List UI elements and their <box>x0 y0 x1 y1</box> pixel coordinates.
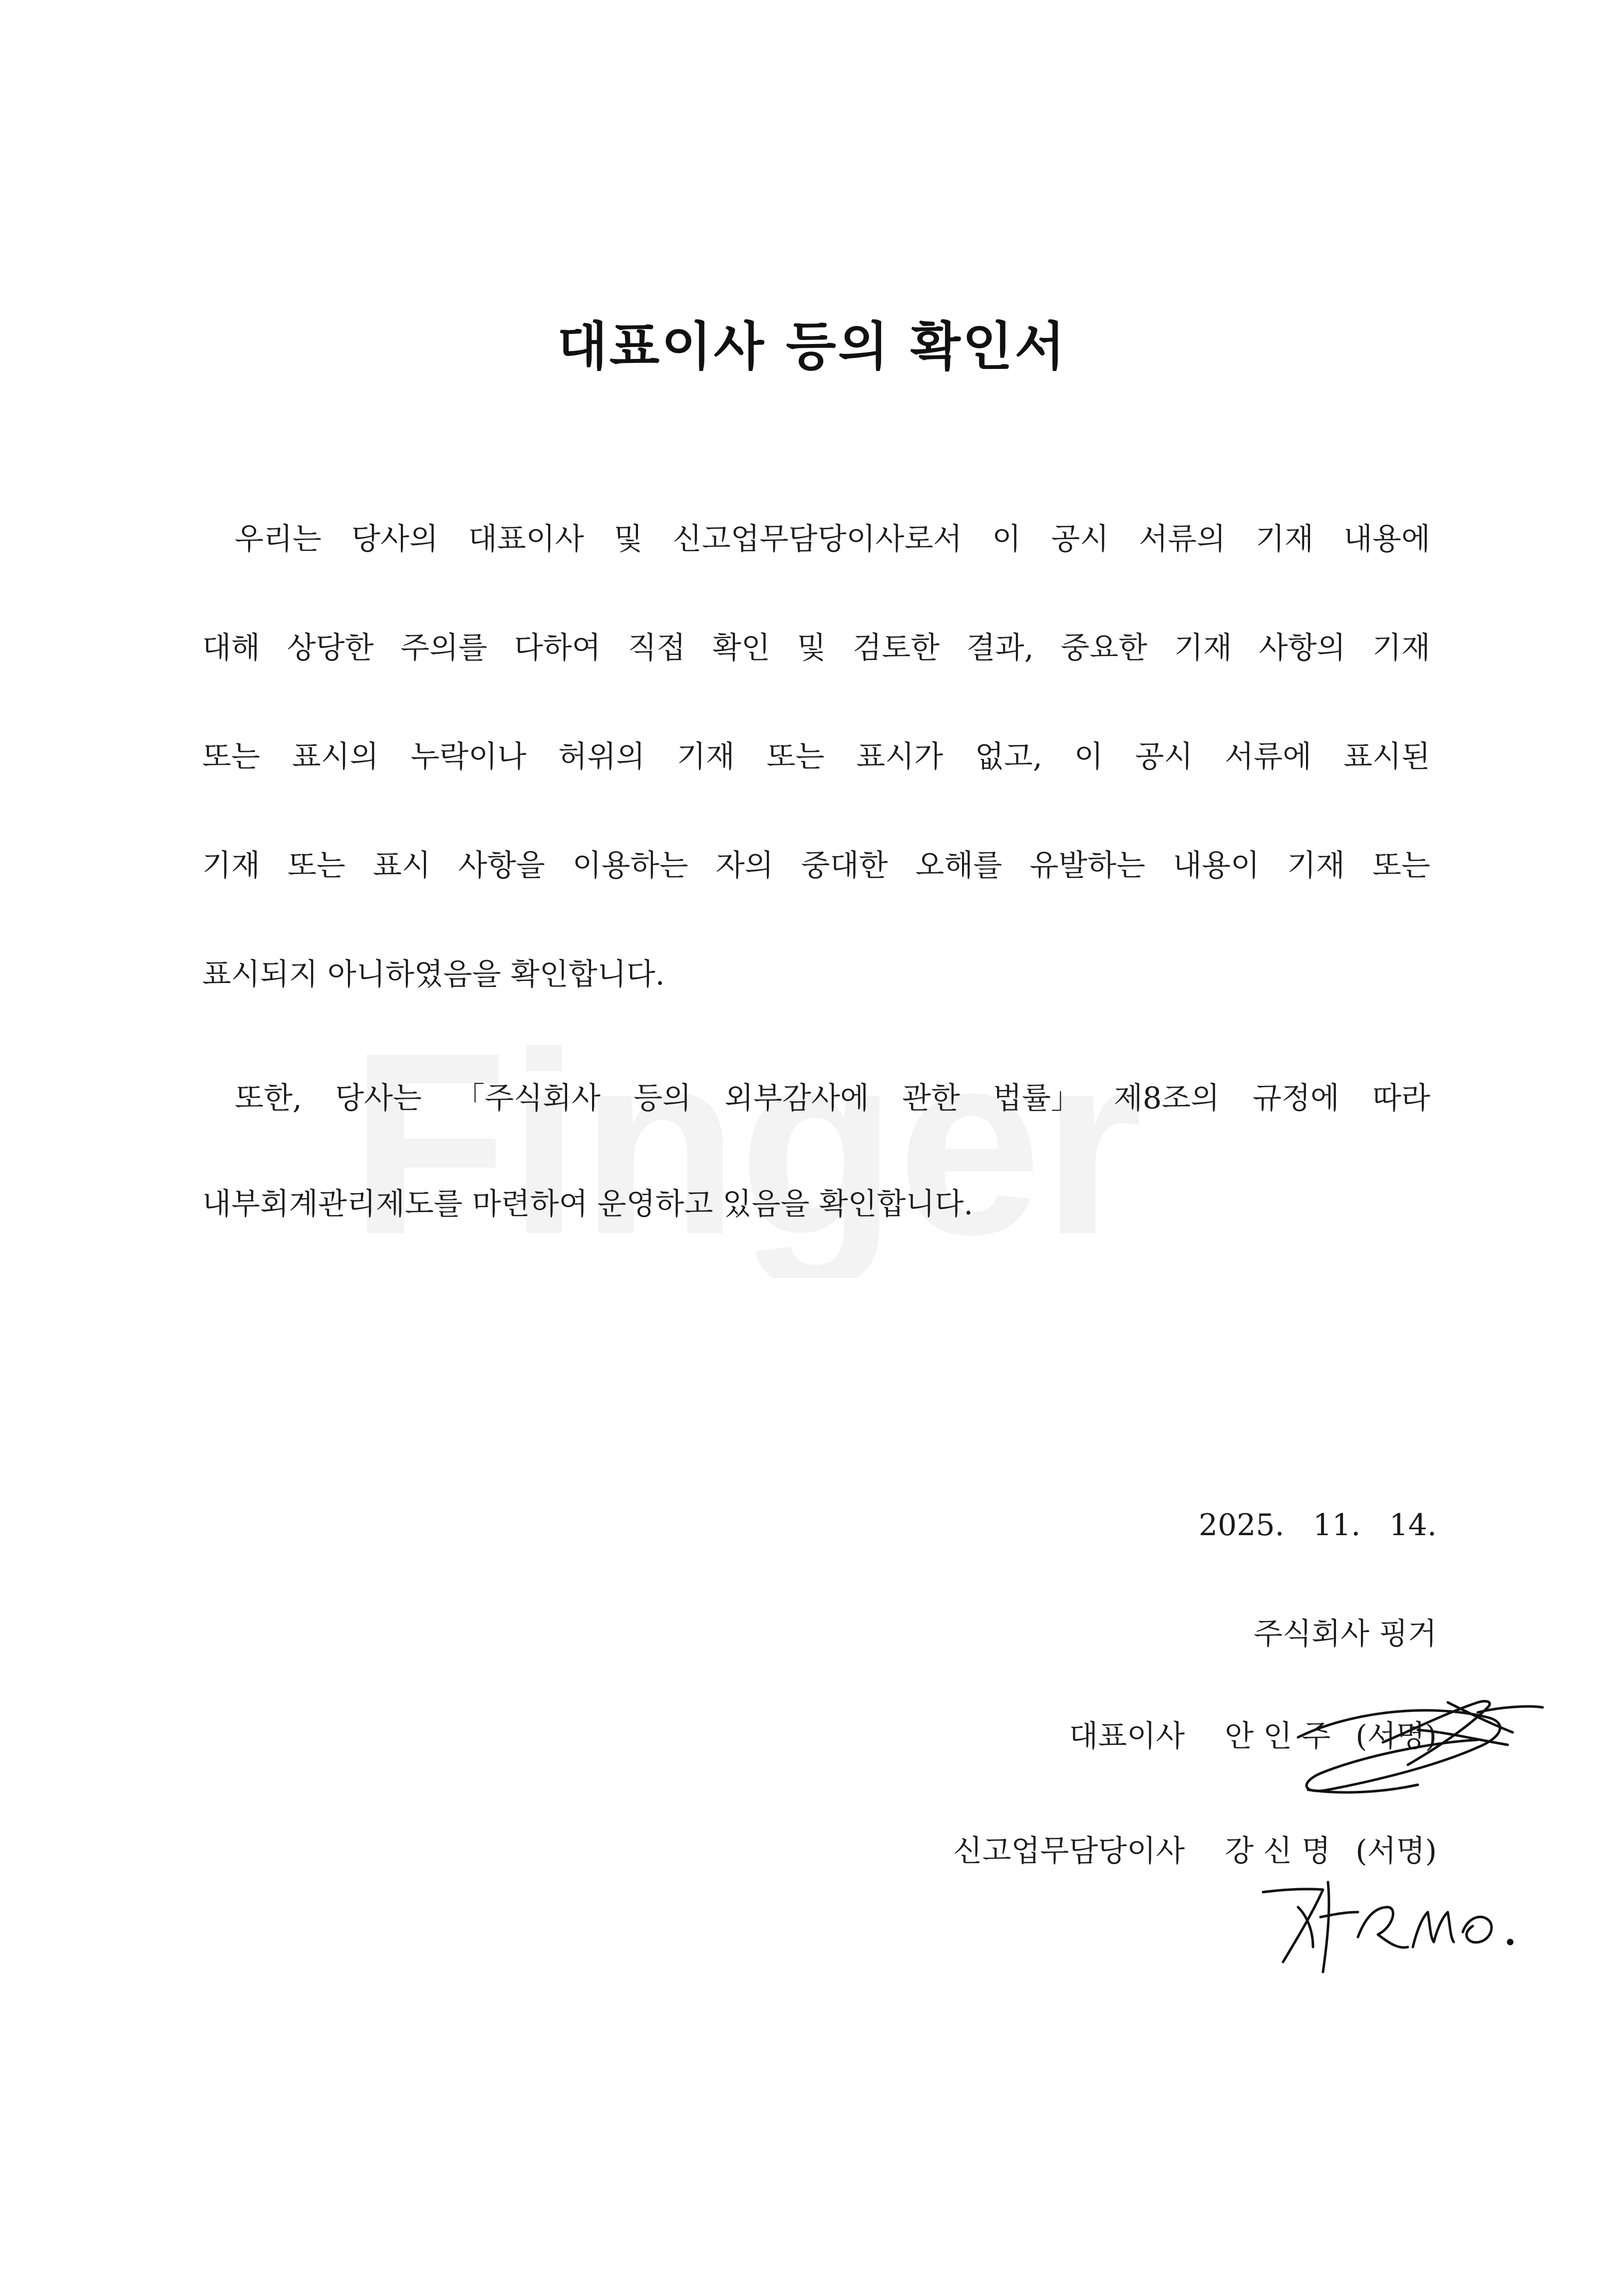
word: 표시 <box>372 848 431 883</box>
word: 또는 <box>202 739 260 774</box>
word: 당사의 <box>351 522 438 557</box>
word: 당사는 <box>335 1081 422 1116</box>
word: 공시 <box>1051 522 1109 557</box>
word: 또는 <box>1372 848 1430 883</box>
ceo-name: 안 인 주 <box>1225 1719 1331 1754</box>
word: 제8조의 <box>1113 1081 1220 1116</box>
watermark-text <box>349 1018 1143 1278</box>
word: 자의 <box>715 848 774 883</box>
word: 상당한 <box>287 631 374 665</box>
officer-handwritten-signature <box>1238 1862 1518 1992</box>
word: 중대한 <box>801 848 888 883</box>
word: 및 <box>614 522 643 557</box>
word: 중요한 <box>1060 631 1148 665</box>
paragraph-line <box>202 737 1430 777</box>
word: 신고업무담당이사로서 <box>672 522 963 557</box>
ceo-role: 대표이사 <box>1069 1719 1185 1754</box>
word: 직접 <box>628 631 686 665</box>
word: 기재 <box>676 739 735 774</box>
paragraph-line: 내부회계관리제도를 마련하여 운영하고 있음을 확인합니다. <box>202 1187 974 1222</box>
word: 누락이나 <box>410 739 527 774</box>
word: 관한 <box>902 1081 960 1116</box>
word: 기재 <box>1287 848 1345 883</box>
word: 대표이사 <box>468 522 584 557</box>
ceo-sign-label: (서명) <box>1355 1719 1437 1754</box>
word: 이용하는 <box>572 848 688 883</box>
word: 오해를 <box>915 848 1002 883</box>
word: 또는 <box>766 739 825 774</box>
word: 외부감사에 <box>724 1081 869 1116</box>
ceo-handwritten-signature <box>1268 1682 1548 1822</box>
word: 다하여 <box>514 631 601 665</box>
paragraph-line: 표시되지 아니하였음을 확인합니다. <box>202 957 665 992</box>
word: 이 <box>1074 739 1103 774</box>
word: 허위의 <box>558 739 645 774</box>
word: 기재 <box>1256 522 1314 557</box>
company-name: 주식회사 핑거 <box>1254 1617 1437 1651</box>
word: 이 <box>992 522 1021 557</box>
word: 서류의 <box>1139 522 1226 557</box>
word: 표시의 <box>292 739 379 774</box>
paragraph-line <box>202 628 1430 668</box>
word: 기재 <box>1174 631 1232 665</box>
word: 「주식회사 <box>455 1081 601 1116</box>
word: 또한, <box>235 1081 302 1116</box>
word: 우리는 <box>235 522 322 557</box>
word: 대해 <box>202 631 260 665</box>
word: 기재 <box>202 848 260 883</box>
word: 법률」 <box>992 1081 1081 1116</box>
word: 유발하는 <box>1029 848 1146 883</box>
document-date: 2025. 11. 14. <box>1198 1508 1437 1543</box>
word: 표시가 <box>856 739 944 774</box>
word: 기재 <box>1372 631 1430 665</box>
word: 표시된 <box>1343 739 1430 774</box>
paragraph-line <box>202 846 1430 886</box>
word: 내용이 <box>1173 848 1260 883</box>
word: 공시 <box>1135 739 1193 774</box>
officer-role: 신고업무담당이사 <box>953 1834 1185 1869</box>
word: 확인 <box>712 631 770 665</box>
word: 또는 <box>287 848 345 883</box>
word: 따라 <box>1372 1081 1430 1116</box>
word: 없고, <box>974 739 1042 774</box>
word: 규정에 <box>1253 1081 1339 1116</box>
paragraph-line <box>235 1078 1430 1118</box>
officer-sign-label: (서명) <box>1355 1834 1437 1869</box>
officer-name: 강 신 명 <box>1225 1834 1331 1869</box>
word: 및 <box>797 631 826 665</box>
word: 사항의 <box>1259 631 1346 665</box>
word: 내용에 <box>1343 522 1430 557</box>
word: 등의 <box>633 1081 691 1116</box>
word: 주의를 <box>400 631 488 665</box>
word: 결과, <box>966 631 1034 665</box>
word: 검토한 <box>853 631 940 665</box>
watermark-logo <box>349 1018 1298 1278</box>
paragraph-line <box>235 519 1430 559</box>
document-title: 대표이사 등의 확인서 <box>557 316 1067 377</box>
word: 사항을 <box>458 848 545 883</box>
word: 서류에 <box>1225 739 1312 774</box>
